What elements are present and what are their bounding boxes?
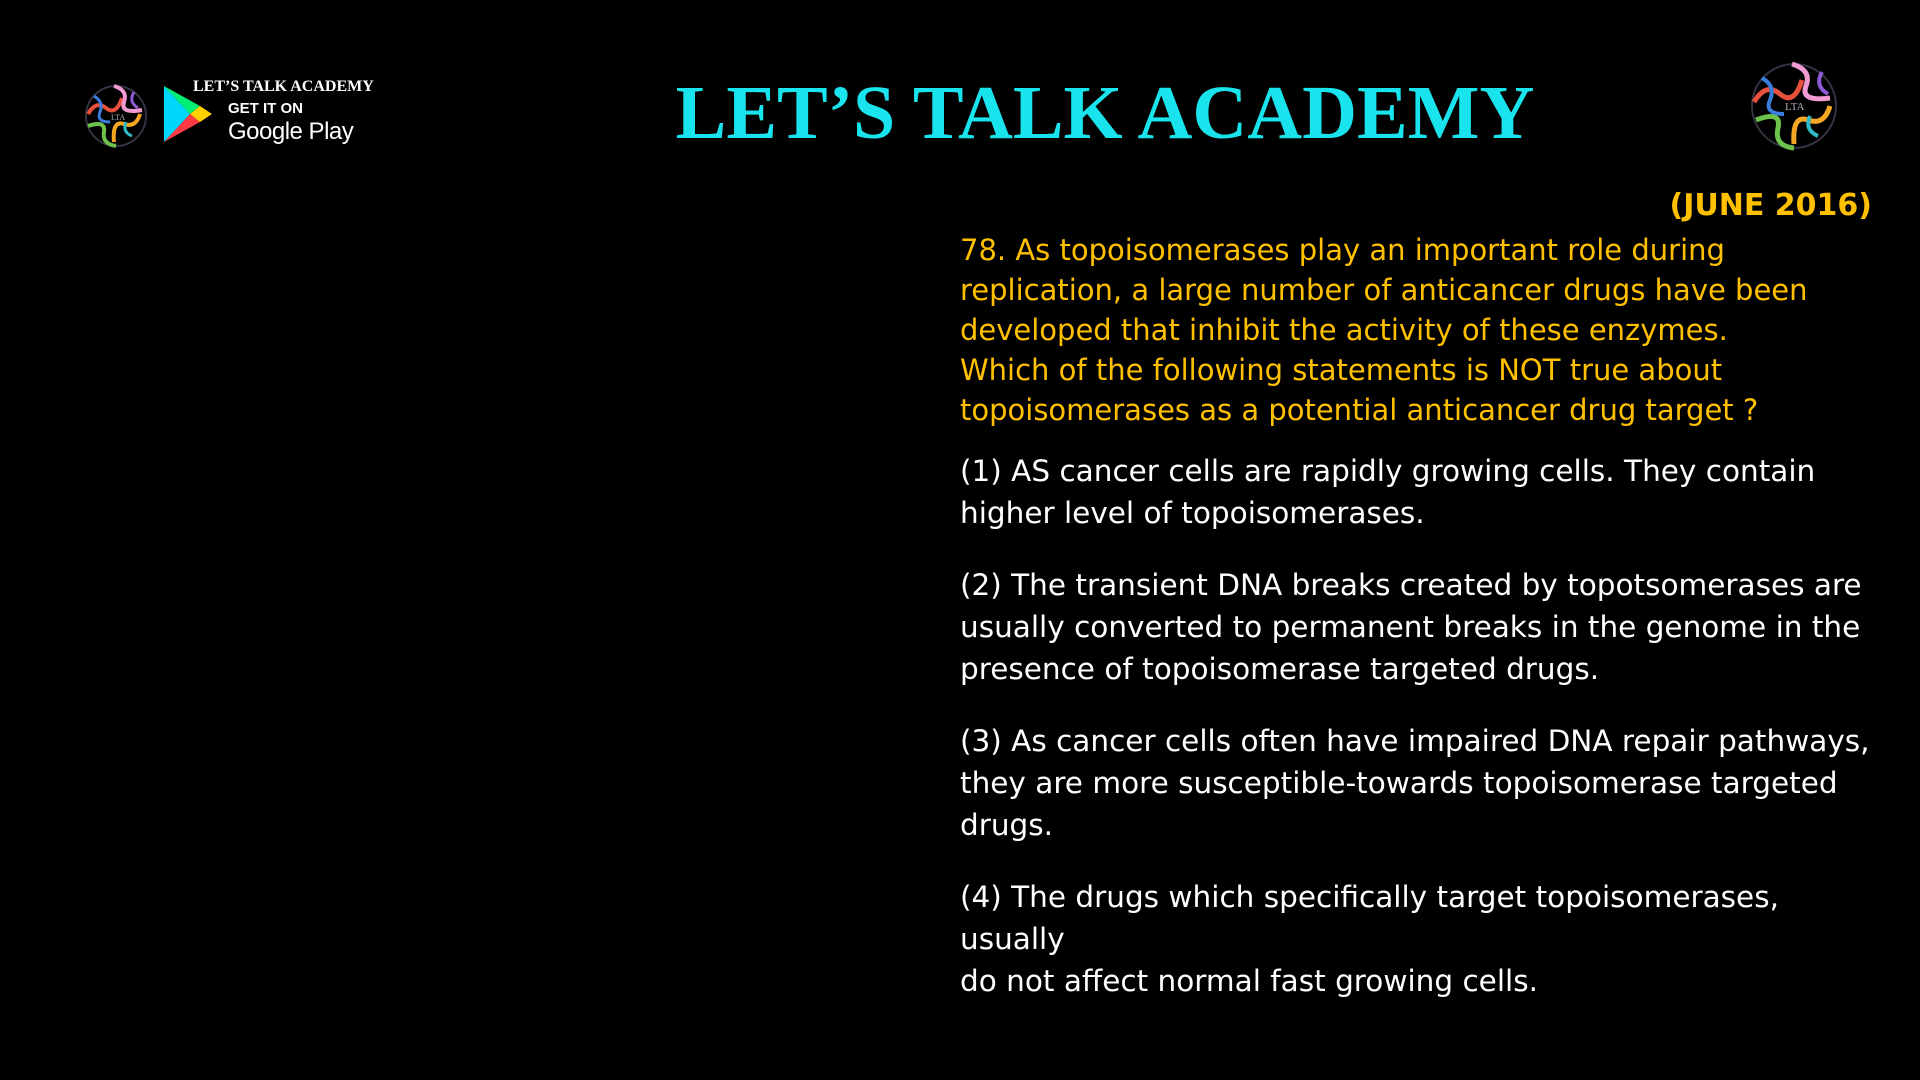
- option-4: (4) The drugs which specifically target topoisomerases, usually do not affect normal fast growing cells.: [960, 880, 1779, 998]
- protein-structure-logo-icon: [1736, 50, 1852, 162]
- answer-options: [960, 450, 1880, 1032]
- question-text: 78. As topoisomerases play an important role during replication, a large number of anticancer drugs have been developed that inhibit the activity of these enzymes. Which of the following statements is NOT true about topoisomerases as a potential anticancer drug target ?: [960, 233, 1808, 427]
- badge-get-it-on: GET IT ON: [228, 100, 303, 117]
- google-play-icon: [160, 84, 216, 144]
- option-3: (3) As cancer cells often have impaired DNA repair pathways, they are more susceptible-towards topoisomerase targeted drugs.: [960, 724, 1870, 842]
- svg-text:LTA: LTA: [111, 113, 126, 122]
- option-1: (1) AS cancer cells are rapidly growing cells. They contain higher level of topoisomerases.: [960, 454, 1816, 530]
- svg-text:LTA: LTA: [1785, 101, 1805, 113]
- exam-session-label: (JUNE 2016): [1669, 188, 1872, 223]
- badge-academy-name: LET’S TALK ACADEMY: [193, 78, 374, 95]
- page-title: LET’S TALK ACADEMY: [675, 71, 1535, 155]
- google-play-badge[interactable]: [160, 78, 422, 158]
- academy-logo-left: [74, 74, 158, 158]
- protein-structure-logo-icon: [74, 74, 158, 158]
- academy-logo-right: [1736, 50, 1852, 162]
- badge-store-name: Google Play: [228, 118, 354, 145]
- option-2: (2) The transient DNA breaks created by topotsomerases are usually converted to permanent breaks in the genome in the presence of topoisomerase targeted drugs.: [960, 568, 1862, 686]
